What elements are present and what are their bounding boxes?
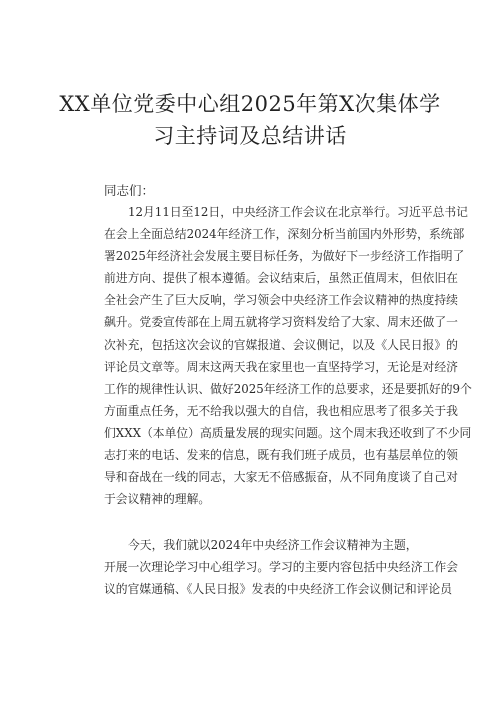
paragraph-line: 开展一次理论学习中心组学习。学习的主要内容包括中央经济工作会 <box>104 560 458 575</box>
paragraph-line: 全社会产生了巨大反响，学习领会中央经济工作会议精神的热度持续 <box>104 293 458 308</box>
paragraph-line: 方面重点任务，无不给我以强大的自信，我也相应思考了很多关于我 <box>104 403 458 418</box>
paragraph-line: 工作的规律性认识、做好2025年经济工作的总要求，还是要抓好的9个 <box>104 381 472 396</box>
paragraph-line: 导和奋战在一线的同志，大家无不倍感振奋，从不同角度谈了自己对 <box>104 470 458 485</box>
paragraph-2 <box>104 534 458 600</box>
paragraph-line: 次补充，包括这次会议的官媒报道、会议侧记，以及《人民日报》的 <box>104 337 458 352</box>
document-title-line-1: XX单位党委中心组2025年第X次集体学 <box>59 92 441 116</box>
paragraph-line: 飙升。党委宣传部在上周五就将学习资料发给了大家、周末还做了一 <box>104 315 458 330</box>
paragraph-line: 评论员文章等。周末这两天我在家里也一直坚持学习，无论是对经济 <box>104 359 458 374</box>
paragraph-line: 们XXX（本单位）高质量发展的现实问题。这个周末我还收到了不少同 <box>104 425 472 440</box>
paragraph-line: 前进方向、提供了根本遵循。会议结束后，虽然正值周末，但依旧在 <box>104 271 458 286</box>
paragraph-line: 于会议精神的理解。 <box>104 492 211 507</box>
paragraph-1 <box>104 201 472 510</box>
salutation: 同志们： <box>104 183 155 198</box>
document-title-line-2: 习主持词及总结讲话 <box>153 124 347 148</box>
paragraph-line: 在会上全面总结2024年经济工作，深刻分析当前国内外形势，系统部 <box>104 227 465 242</box>
paragraph-line: 署2025年经济社会发展主要目标任务，为做好下一步经济工作指明了 <box>104 249 465 264</box>
paragraph-line: 12月11日至12日，中央经济工作会议在北京举行。习近平总书记 <box>128 205 468 219</box>
paragraph-line: 志打来的电话、发来的信息，既有我们班子成员，也有基层单位的领 <box>104 448 458 463</box>
paragraph-line: 议的官媒通稿、《人民日报》发表的中央经济工作会议侧记和评论员 <box>104 582 453 597</box>
paragraph-line: 今天，我们就以2024年中央经济工作会议精神为主题， <box>128 538 418 552</box>
